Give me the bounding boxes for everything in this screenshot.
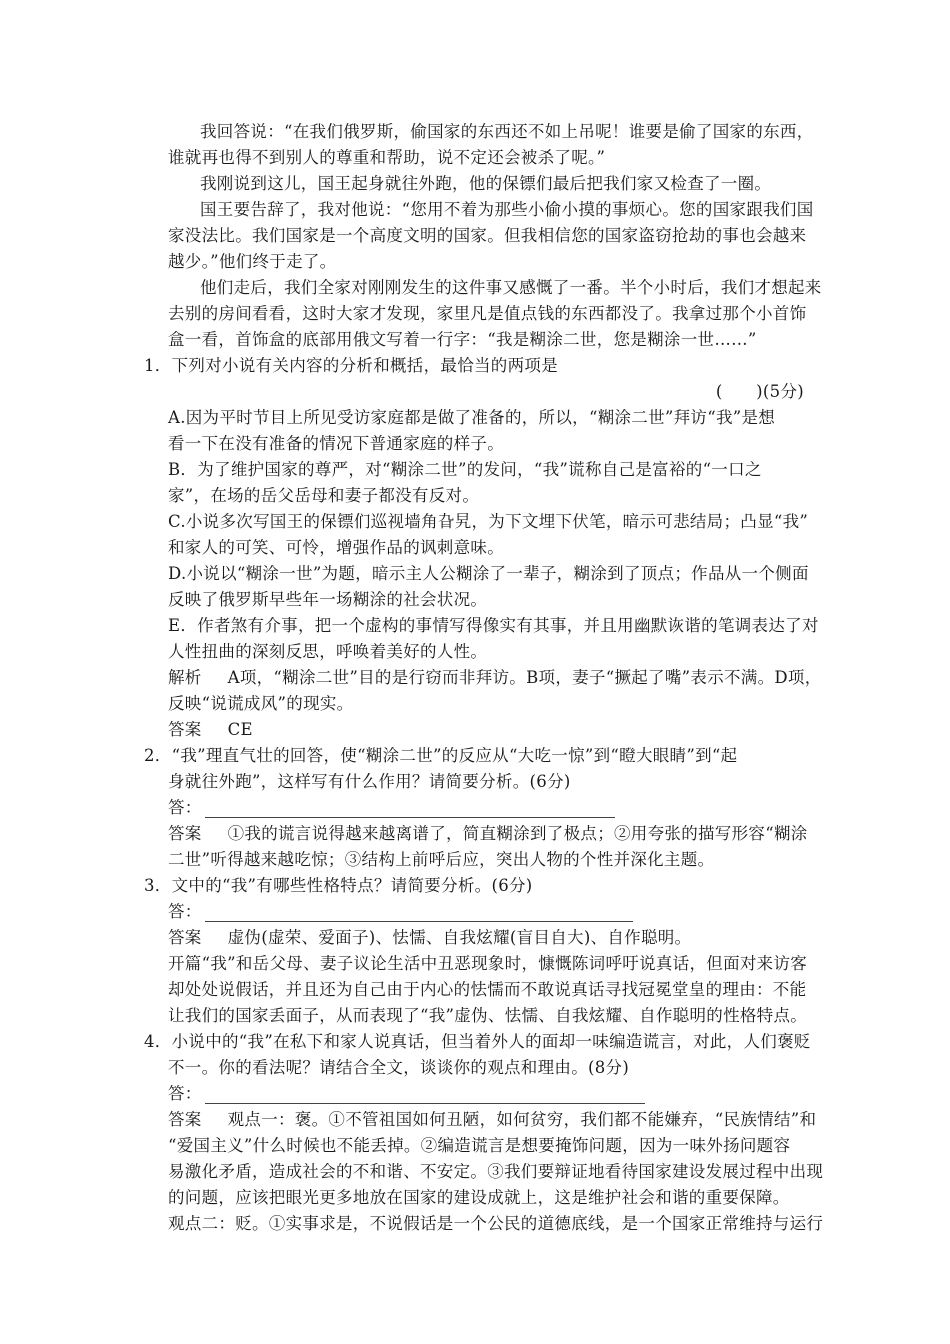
answer-line: 让我们的国家丢面子，从而表现了“我”虚伪、怯懦、自我炫耀、自作聪明的性格特点。 [168,1006,808,1025]
answer-line: 答案 观点一：褒。①不管祖国如何丑陋，如何贫穷，我们都不能嫌弃，“民族情结”和 [168,1110,817,1129]
answer-blank-line[interactable] [205,817,615,818]
story-line: 国王要告辞了，我对他说：“您用不着为那些小偷小摸的事烦心。您的国家跟我们国 [200,200,814,219]
option-line: 和家人的可笑、可怜，增强作品的讽刺意味。 [168,538,504,557]
option-line: E．作者煞有介事，把一个虚构的事情写得像实有其事，并且用幽默诙谐的笔调表达了对 [168,616,819,635]
story-line: 我回答说：“在我们俄罗斯，偷国家的东西还不如上吊呢！谁要是偷了国家的东西， [200,122,814,141]
option-line: 看一下在没有准备的情况下普通家庭的样子。 [168,434,504,453]
option-line: C.小说多次写国王的保镖们巡视墙角旮旯，为下文埋下伏笔，暗示可悲结局；凸显“我” [168,512,809,531]
question-4-stem: 4．小说中的“我”在私下和家人说真话，但当着外人的面却一味编造谎言，对此，人们褒贬 [144,1032,811,1051]
story-line: 去别的房间看看，这时大家才发现，家里凡是值点钱的东西都没了。我拿过那个小首饰 [168,304,807,323]
option-line: B．为了维护国家的尊严，对“糊涂二世”的发问，“我”谎称自己是富裕的“一口之 [168,460,762,479]
answer-line: 答案 虚伪(虚荣、爱面子)、怯懦、自我炫耀(盲目自大)、自作聪明。 [168,928,692,947]
option-line: 人性扭曲的深刻反思，呼唤着美好的人性。 [168,642,488,661]
answer-line: 观点二：贬。①实事求是，不说假话是一个公民的道德底线，是一个国家正常维持与运行 [168,1214,824,1233]
answer-label: 答案 [168,1110,202,1129]
option-line: D.小说以“糊涂一世”为题，暗示主人公糊涂了一辈子，糊涂到了顶点；作品从一个侧面 [168,564,809,583]
answer-line: 的问题，应该把眼光更多地放在国家的建设成就上，这是维护社会和谐的重要保障。 [168,1188,790,1207]
analysis-line: 反映“说谎成风”的现实。 [168,694,354,713]
answer-blank-line[interactable] [205,921,633,922]
answer-label: 答案 [168,720,202,739]
story-line: 越少。”他们终于走了。 [168,252,337,271]
option-line: 反映了俄罗斯早些年一场糊涂的社会状况。 [168,590,488,609]
answer-line: 答案 CE [168,720,253,739]
story-line: 我刚说到这儿，国王起身就往外跑，他的保镖们最后把我们家又检查了一圈。 [200,174,772,193]
question-2-stem: 身就往外跑”，这样写有什么作用？请简要分析。(6分) [168,772,571,791]
story-line: 盒一看，首饰盒的底部用俄文写着一行字：“我是糊涂二世，您是糊涂一世……” [168,330,757,349]
story-line: 谁就再也得不到别人的尊重和帮助，说不定还会被杀了呢。” [168,148,606,167]
answer-line: “爱国主义”什么时候也不能丢掉。②编造谎言是想要掩饰问题，因为一味外扬问题容 [168,1136,791,1155]
answer-blank-label: 答： [168,902,202,921]
answer-blank-label: 答： [168,1084,202,1103]
story-line: 他们走后，我们全家对刚刚发生的这件事又感慨了一番。半个小时后，我们才想起来 [200,278,822,297]
answer-line: 答案 ①我的谎言说得越来越离谱了，简直糊涂到了极点；②用夸张的描写形容“糊涂 [168,824,808,843]
story-line: 家没法比。我们国家是一个高度文明的国家。但我相信您的国家盗窃抢劫的事也会越来 [168,226,807,245]
question-3-stem: 3．文中的“我”有哪些性格特点？请简要分析。(6分) [144,876,533,895]
answer-blank-label: 答： [168,798,202,817]
answer-line: 却处处说假话，并且还为自己由于内心的怯懦而不敢说真话寻找冠冕堂皇的理由：不能 [168,980,807,999]
answer-line: 易激化矛盾，造成社会的不和谐、不安定。③我们要辩证地看待国家建设发展过程中出现 [168,1162,824,1181]
answer-line: 二世”听得越来越吃惊；③结构上前呼后应，突出人物的个性并深化主题。 [168,850,715,869]
answer-label: 答案 [168,824,202,843]
option-line: A.因为平时节目上所见受访家庭都是做了准备的，所以，“糊涂二世”拜访“我”是想 [168,408,776,427]
question-1-stem: 1．下列对小说有关内容的分析和概括，最恰当的两项是 [144,356,558,375]
question-1-mark: ( )(5分) [715,382,804,401]
question-2-stem: 2．“我”理直气壮的回答，使“糊涂二世”的反应从“大吃一惊”到“瞪大眼睛”到“起 [144,746,738,765]
answer-blank-line[interactable] [205,1103,645,1104]
answer-label: 答案 [168,928,202,947]
analysis-line: 解析 A项，“糊涂二世”目的是行窃而非拜访。B项，妻子“撅起了嘴”表示不满。D项， [168,668,822,687]
answer-line: 开篇“我”和岳父母、妻子议论生活中丑恶现象时，慷慨陈词呼吁说真话，但面对来访客 [168,954,808,973]
option-line: 家”，在场的岳父岳母和妻子都没有反对。 [168,486,480,505]
question-4-stem: 不一。你的看法呢？请结合全文，谈谈你的观点和理由。(8分) [168,1058,630,1077]
analysis-label: 解析 [168,668,202,687]
